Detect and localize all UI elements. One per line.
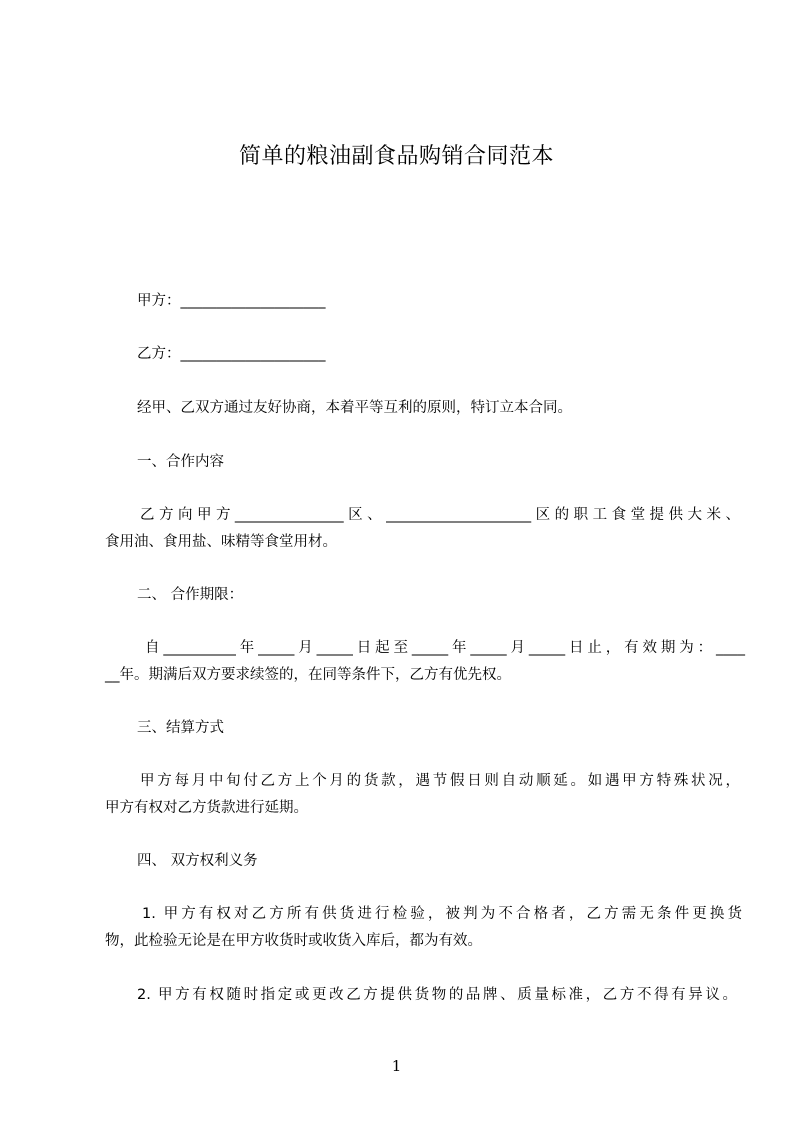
section-1-line-1: 乙方向甲方_______________区、____________________区的职工食堂提供大米、	[140, 507, 740, 523]
section-3-line-2: 甲方有权对乙方货款进行延期。	[105, 800, 308, 816]
section-3-heading: 三、结算方式	[137, 720, 224, 736]
section-2-heading: 二、 合作期限：	[137, 587, 244, 603]
section-2-line-1: 自__________年_____月_____日起至_____年_____月_____日止，有效期为：____	[145, 640, 745, 656]
intro-paragraph: 经甲、乙双方通过友好协商，本着平等互利的原则，特订立本合同。	[137, 400, 572, 416]
section-2-line-2: __年。期满后双方要求续签的，在同等条件下，乙方有优先权。	[105, 667, 511, 683]
item-2-line-1: 2. 甲方有权随时指定或更改乙方提供货物的品牌、质量标准，乙方不得有异议。	[137, 987, 737, 1003]
party-b-line: 乙方：____________________	[137, 346, 326, 362]
item-1-line-2: 物，此检验无论是在甲方收货时或收货入库后，都为有效。	[105, 933, 482, 949]
item-1-line-1: 1. 甲方有权对乙方所有供货进行检验，被判为不合格者，乙方需无条件更换货	[142, 906, 742, 922]
section-1-heading: 一、合作内容	[137, 454, 224, 470]
section-1-line-2: 食用油、食用盐、味精等食堂用材。	[105, 534, 337, 550]
section-4-heading: 四、 双方权利义务	[137, 853, 258, 869]
section-3-line-1: 甲方每月中旬付乙方上个月的货款，遇节假日则自动顺延。如遇甲方特殊状况，	[140, 773, 740, 789]
document-title: 简单的粮油副食品购销合同范本	[238, 144, 554, 169]
page-number: 1	[391, 1057, 402, 1075]
party-a-line: 甲方：____________________	[137, 293, 326, 309]
